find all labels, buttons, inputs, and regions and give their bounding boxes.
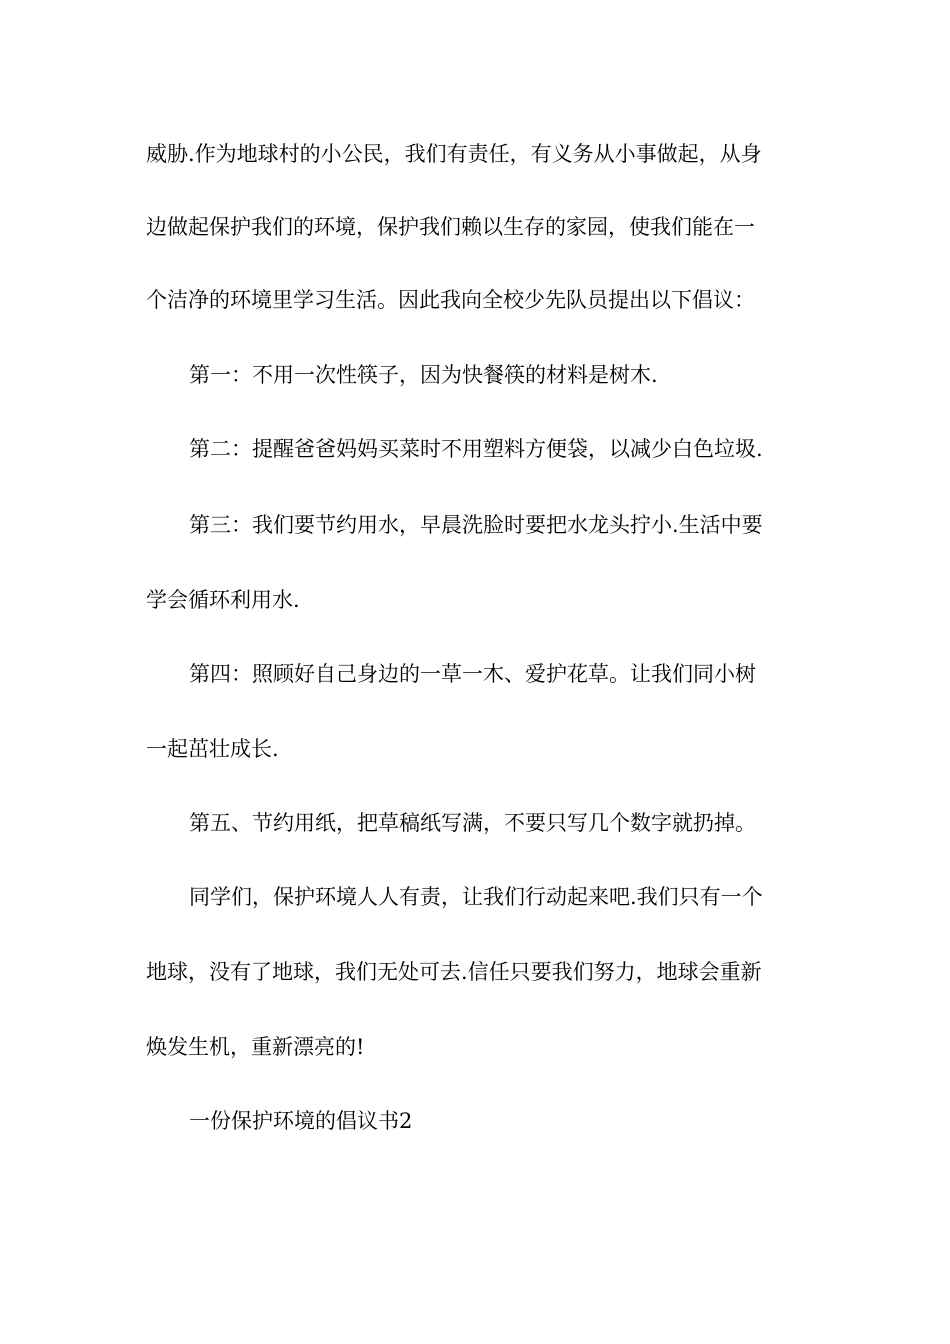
proposal-2: 第二：提醒爸爸妈妈买菜时不用塑料方便袋，以减少白色垃圾. [189, 437, 763, 461]
proposal-4-cont: 一起茁壮成长. [146, 737, 279, 761]
section-title: 一份保护环境的倡议书2 [189, 1109, 413, 1133]
text-line-2: 边做起保护我们的环境，保护我们赖以生存的家园，使我们能在一 [146, 215, 755, 239]
proposal-1: 第一：不用一次性筷子，因为快餐筷的材料是树木. [189, 363, 658, 387]
proposal-5: 第五、节约用纸，把草稿纸写满，不要只写几个数字就扔掉。 [189, 811, 756, 835]
proposal-3-cont: 学会循环利用水. [146, 588, 300, 612]
closing-line-2: 地球，没有了地球，我们无处可去.信任只要我们努力，地球会重新 [146, 960, 762, 984]
closing-line-3: 焕发生机，重新漂亮的! [146, 1035, 365, 1059]
text-line-3: 个洁净的环境里学习生活。因此我向全校少先队员提出以下倡议： [146, 288, 755, 312]
proposal-4: 第四：照顾好自己身边的一草一木、爱护花草。让我们同小树 [189, 662, 756, 686]
text-line-1: 威胁.作为地球村的小公民，我们有责任，有义务从小事做起，从身 [146, 142, 762, 166]
closing-line-1: 同学们，保护环境人人有责，让我们行动起来吧.我们只有一个 [189, 885, 763, 909]
proposal-3: 第三：我们要节约用水，早晨洗脸时要把水龙头拧小.生活中要 [189, 513, 763, 537]
